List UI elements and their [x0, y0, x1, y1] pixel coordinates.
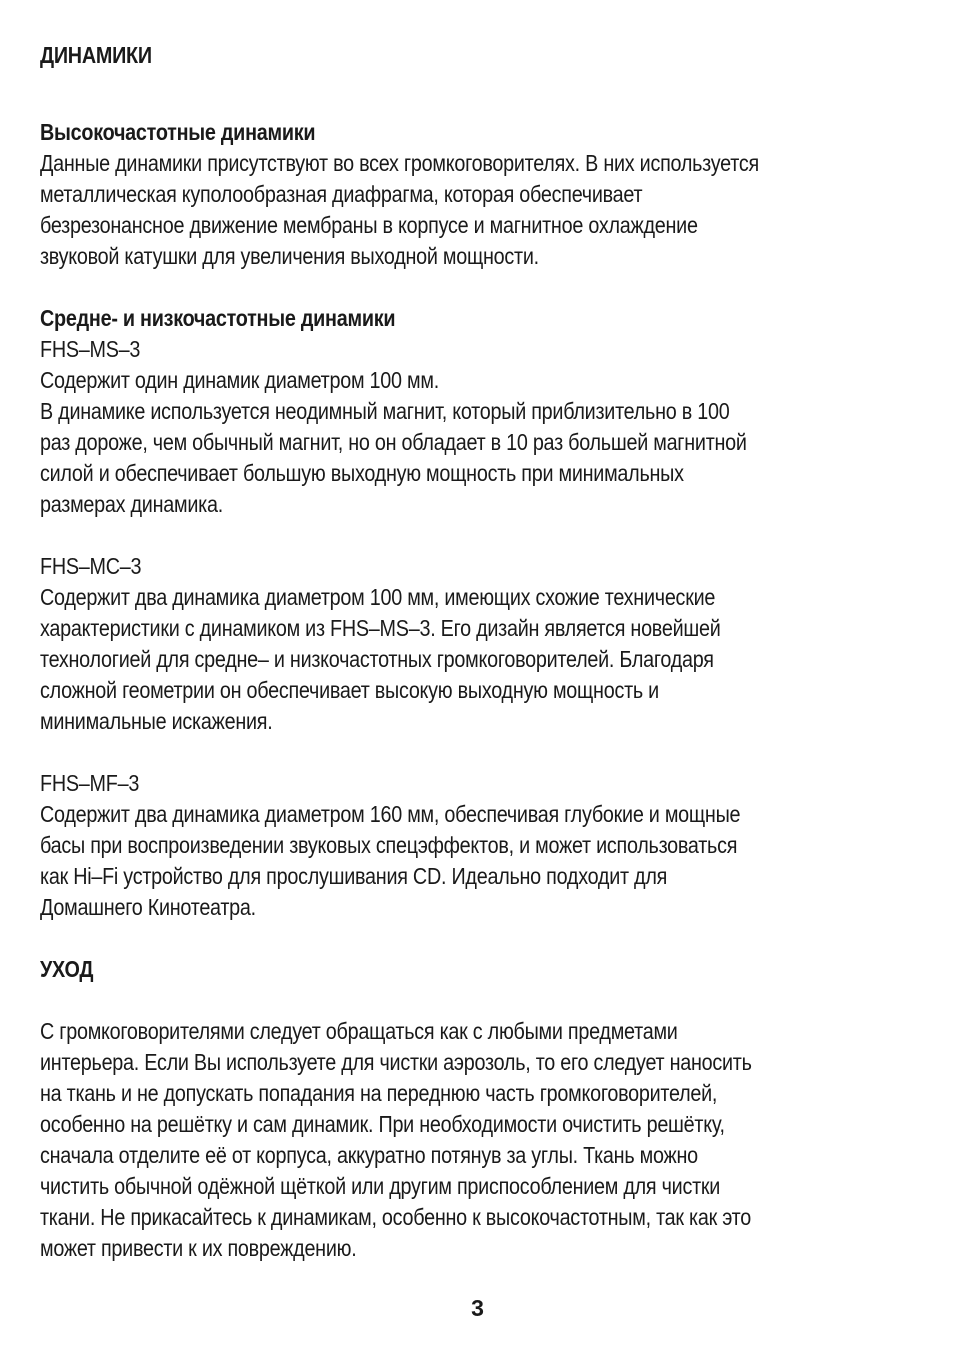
paragraph-line: чистить обычной одёжной щёткой или другим приспособлением для чистки	[40, 1173, 721, 1199]
paragraph-line: металлическая куполообразная диафрагма, которая обеспечивает	[40, 181, 643, 207]
paragraph-line: технологией для средне– и низкочастотных громкоговорителей. Благодаря	[40, 646, 714, 672]
paragraph-line: сначала отделите её от корпуса, аккуратно потянув за углы. Ткань можно	[40, 1142, 698, 1168]
paragraph-line: ткани. Не прикасайтесь к динамикам, особенно к высокочастотным, так как это	[40, 1204, 751, 1230]
paragraph-line: минимальные искажения.	[40, 708, 273, 734]
model-name: FHS–MF–3	[40, 770, 140, 796]
subsection-title-mid-low: Средне- и низкочастотные динамики	[40, 305, 396, 331]
paragraph-line: звуковой катушки для увеличения выходной мощности.	[40, 243, 539, 269]
section-title-care: УХОД	[40, 956, 94, 982]
manual-page	[40, 40, 920, 1264]
section-title-speakers: ДИНАМИКИ	[40, 42, 152, 68]
paragraph-line: интерьера. Если Вы используете для чистки аэрозоль, то его следует наносить	[40, 1049, 752, 1075]
page-number: 3	[471, 1295, 484, 1321]
model-block-mc3	[40, 551, 920, 737]
subsection-title-tweeters: Высокочастотные динамики	[40, 119, 316, 145]
paragraph-line: как Hi–Fi устройство для прослушивания CD. Идеально подходит для	[40, 863, 668, 889]
paragraph-line: особенно на решётку и сам динамик. При необходимости очистить решётку,	[40, 1111, 725, 1137]
model-name: FHS–MC–3	[40, 553, 142, 579]
paragraph-line: размерах динамика.	[40, 491, 223, 517]
model-block-ms3	[40, 334, 920, 520]
paragraph-line: Содержит два динамика диаметром 100 мм, имеющих схожие технические	[40, 584, 716, 610]
paragraph-line: С громкоговорителями следует обращаться как с любыми предметами	[40, 1018, 678, 1044]
paragraph-line: безрезонансное движение мембраны в корпусе и магнитное охлаждение	[40, 212, 698, 238]
paragraph-line: может привести к их повреждению.	[40, 1235, 357, 1261]
tweeters-paragraph	[40, 148, 920, 272]
paragraph-line: силой и обеспечивает большую выходную мощность при минимальных	[40, 460, 684, 486]
paragraph-line: раз дороже, чем обычный магнит, но он обладает в 10 раз большей магнитной	[40, 429, 747, 455]
care-paragraph	[40, 1016, 920, 1264]
model-name: FHS–MS–3	[40, 336, 141, 362]
paragraph-line: Содержит один динамик диаметром 100 мм.	[40, 367, 439, 393]
paragraph-line: басы при воспроизведении звуковых спецэффектов, и может использоваться	[40, 832, 738, 858]
paragraph-line: характеристики с динамиком из FHS–MS–3. Его дизайн является новейшей	[40, 615, 721, 641]
paragraph-line: В динамике используется неодимный магнит, который приблизительно в 100	[40, 398, 730, 424]
paragraph-line: Данные динамики присутствуют во всех громкоговорителях. В них используется	[40, 150, 759, 176]
paragraph-line: Содержит два динамика диаметром 160 мм, обеспечивая глубокие и мощные	[40, 801, 741, 827]
paragraph-line: Домашнего Кинотеатра.	[40, 894, 256, 920]
paragraph-line: сложной геометрии он обеспечивает высокую выходную мощность и	[40, 677, 659, 703]
paragraph-line: на ткань и не допускать попадания на переднюю часть громкоговорителей,	[40, 1080, 718, 1106]
model-block-mf3	[40, 768, 920, 923]
